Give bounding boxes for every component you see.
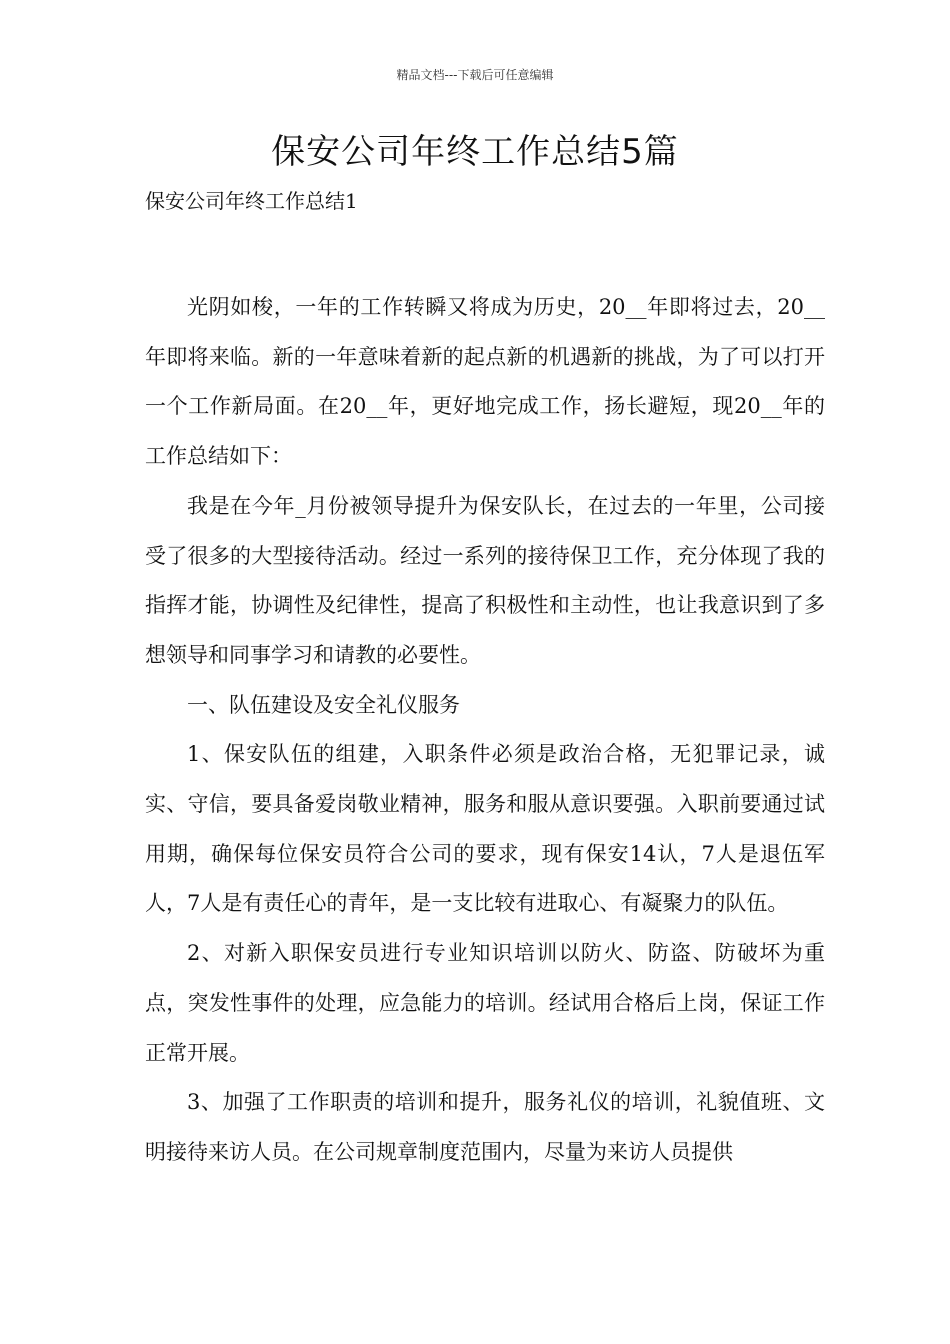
header-note: 精品文档---下载后可任意编辑	[396, 68, 554, 82]
paragraph: 2、对新入职保安员进行专业知识培训以防火、防盗、防破坏为重点，突发性事件的处理，应急能力的培训。经试用合格后上岗，保证工作正常开展。	[145, 941, 825, 1065]
section-subtitle: 保安公司年终工作总结1	[145, 189, 358, 213]
paragraph: 光阴如梭，一年的工作转瞬又将成为历史，20__年即将过去，20__年即将来临。新的一年意味着新的起点新的机遇新的挑战，为了可以打开一个工作新局面。在20__年，更好地完成工作，扬长避短，现20__年的工作总结如下：	[145, 295, 825, 469]
document-title: 保安公司年终工作总结5篇	[271, 132, 679, 172]
document-body	[145, 283, 825, 1178]
section-heading: 一、队伍建设及安全礼仪服务	[187, 692, 460, 717]
paragraph: 3、加强了工作职责的培训和提升，服务礼仪的培训，礼貌值班、文明接待来访人员。在公司规章制度范围内，尽量为来访人员提供	[145, 1090, 825, 1164]
paragraph: 我是在今年_月份被领导提升为保安队长，在过去的一年里，公司接受了很多的大型接待活动。经过一系列的接待保卫工作，充分体现了我的指挥才能，协调性及纪律性，提高了积极性和主动性，也让我意识到了多想领导和同事学习和请教的必要性。	[145, 493, 825, 667]
paragraph: 1、保安队伍的组建，入职条件必须是政治合格，无犯罪记录，诚实、守信，要具备爱岗敬业精神，服务和服从意识要强。入职前要通过试用期，确保每位保安员符合公司的要求，现有保安14认，7人是退伍军人，7人是有责任心的青年，是一支比较有进取心、有凝聚力的队伍。	[145, 742, 825, 916]
